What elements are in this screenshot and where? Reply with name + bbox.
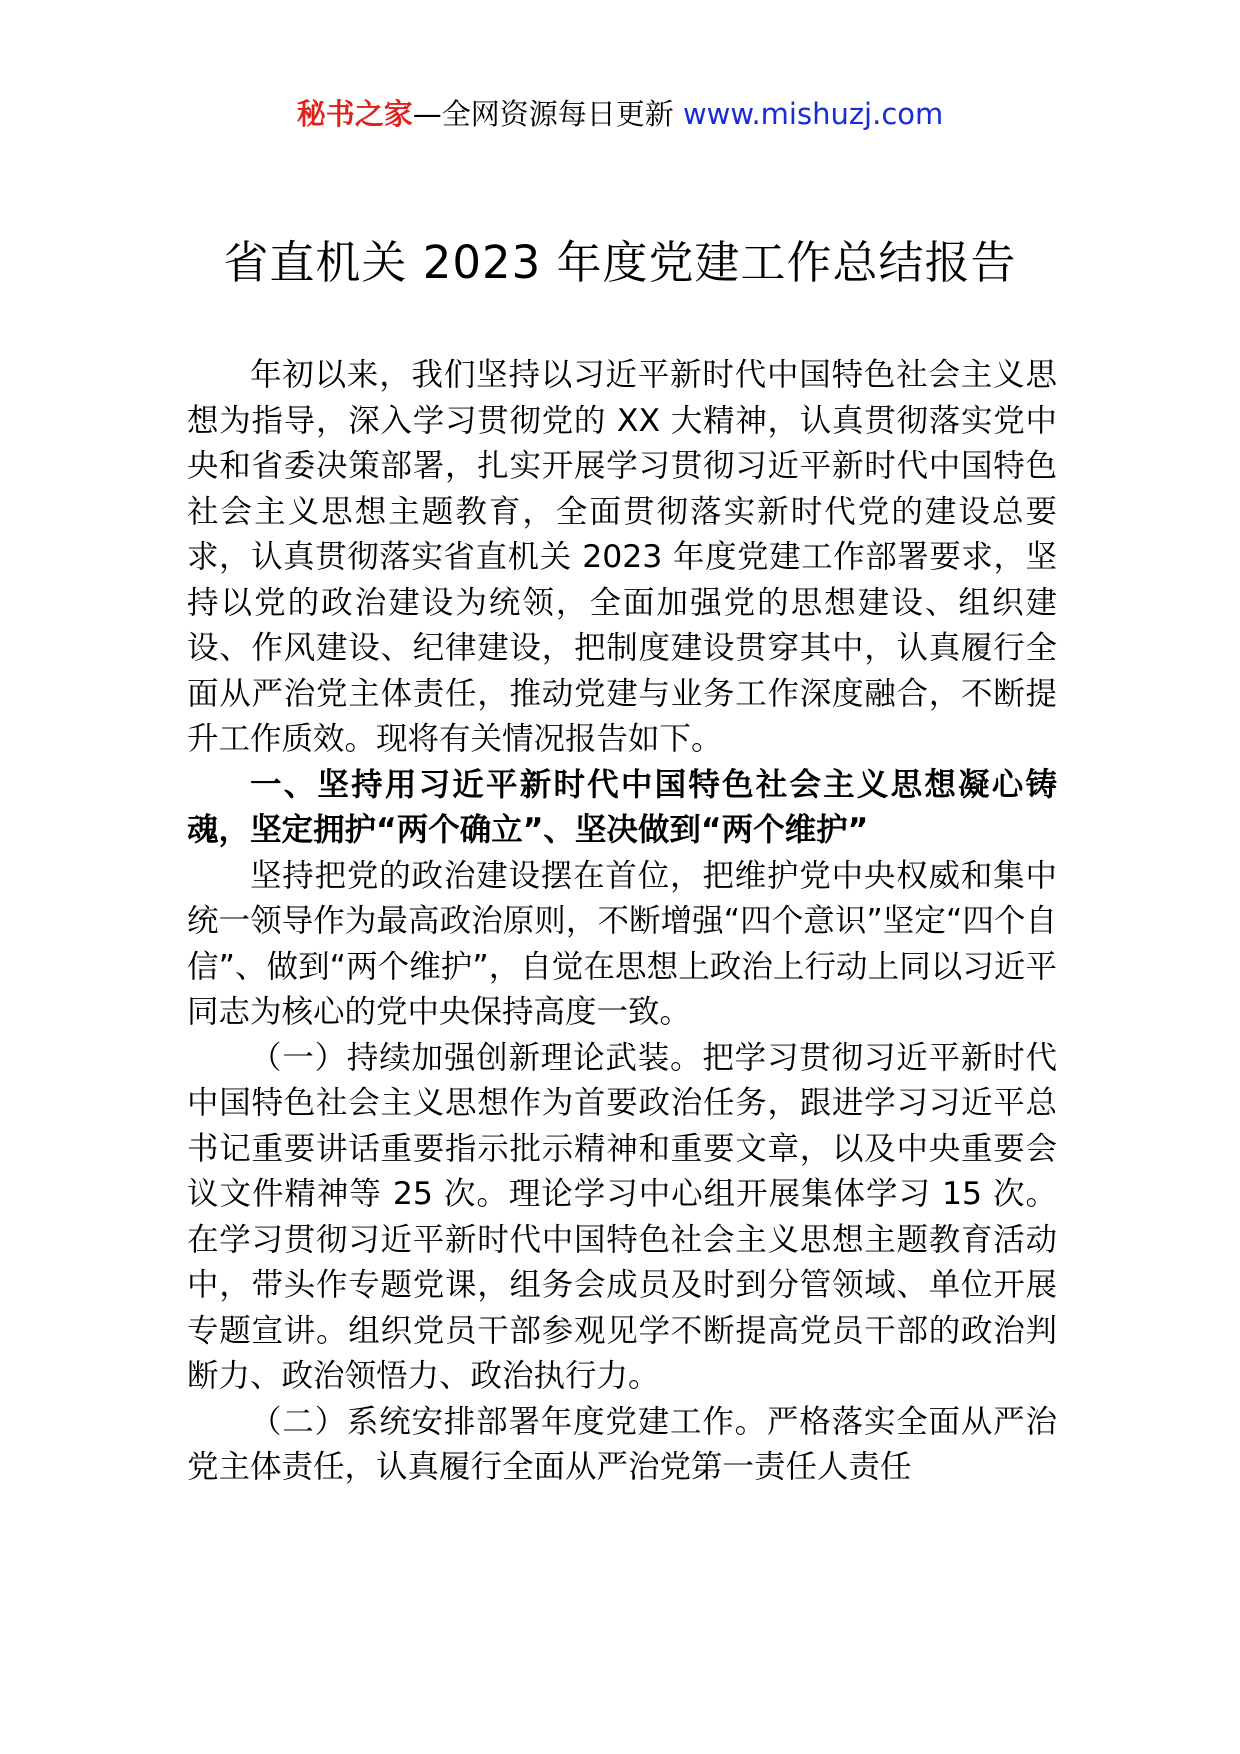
intro-paragraph: 年初以来，我们坚持以习近平新时代中国特色社会主义思想为指导，深入学习贯彻党的 XX 大精神，认真贯彻落实党中央和省委决策部署，扎实开展学习贯彻习近平新时代中国特色社会主义思想主题教育，全面贯彻落实新时代党的建设总要求，认真贯彻落实省直机关 2023 年度党建工作部署要求，坚持以党的政治建设为统领，全面加强党的思想建设、组织建设、作风建设、纪律建设，把制度建设贯穿其中，认真履行全面从严治党主体责任，推动党建与业务工作深度融合，不断提升工作质效。现将有关情况报告如下。 — [187, 357, 1057, 757]
subsection-paragraph-1: （一）持续加强创新理论武装。把学习贯彻习近平新时代中国特色社会主义思想作为首要政治任务，跟进学习习近平总书记重要讲话重要指示批示精神和重要文章，以及中央重要会议文件精神等 25 次。理论学习中心组开展集体学习 15 次。在学习贯彻习近平新时代中国特色社会主义思想主题教育活动中，带头作专题党课，组务会成员及时到分管领域、单位开展专题宣讲。组织党员干部参观见学不断提高党员干部的政治判断力、政治领悟力、政治执行力。 — [187, 1039, 1057, 1394]
site-brand: 秘书之家 — [296, 97, 413, 131]
document-title: 省直机关 2023 年度党建工作总结报告 — [223, 236, 1017, 289]
site-header — [0, 97, 1240, 131]
section-heading-1: 一、坚持用习近平新时代中国特色社会主义思想凝心铸魂，坚定拥护“两个确立”、坚决做到“两个维护” — [187, 766, 1057, 848]
site-url-link[interactable]: www.mishuzj.com — [682, 97, 944, 131]
section-paragraph: 坚持把党的政治建设摆在首位，把维护党中央权威和集中统一领导作为最高政治原则，不断增强“四个意识”坚定“四个自信”、做到“两个维护”，自觉在思想上政治上行动上同以习近平同志为核心的党中央保持高度一致。 — [187, 857, 1057, 1030]
site-tagline: —全网资源每日更新 — [412, 97, 683, 131]
subsection-paragraph-2: （二）系统安排部署年度党建工作。严格落实全面从严治党主体责任，认真履行全面从严治党第一责任人责任 — [187, 1403, 1057, 1485]
document-body — [187, 353, 1057, 1491]
